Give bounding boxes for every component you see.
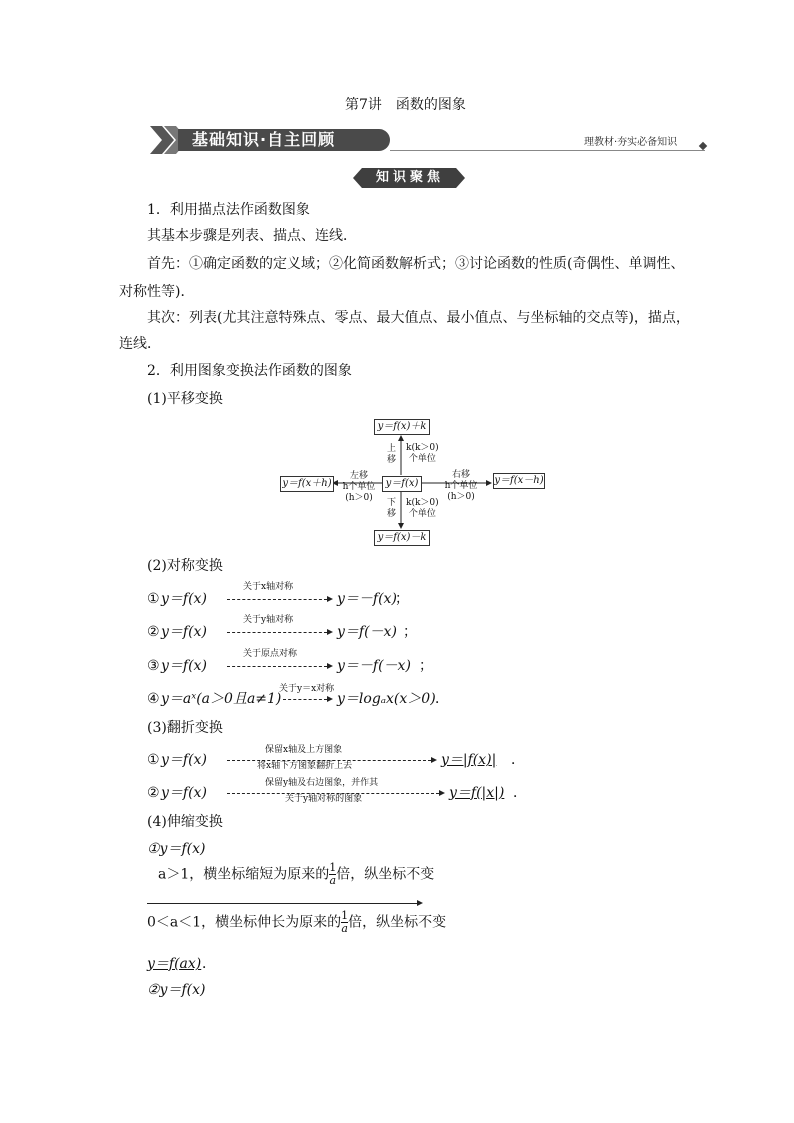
formula-rhs: y＝|f(x)| [441,752,497,768]
transform-label: 关于y轴对称 [243,615,294,625]
box-center: y＝f(x) [382,476,422,492]
formula-lhs: y＝f(x) [161,624,207,640]
formula-lhs: y＝f(x) [161,591,207,607]
arrow-head [327,596,333,602]
formula-rhs: y＝f(|x|) [449,785,505,801]
condition-text: 倍，纵坐标不变 [336,866,435,883]
section-2-heading: 2．利用图象变换法作函数的图象 [147,363,352,379]
paragraph: 首先：①确定函数的定义域；②化简函数解析式；③讨论函数的性质(奇偶性、单调性、 [147,256,685,272]
formula-lhs: y＝aˣ(a＞0且a≠1) [161,691,282,707]
section-1-heading: 1．利用描点法作函数图象 [147,202,310,218]
transform-label-top: 保留x轴及上方图象 [265,745,343,755]
line-end: ． [513,785,527,801]
item-number: ① [147,752,160,768]
item-number: ② [147,624,160,640]
transform-label-bottom: 将x轴下方图象翻折上去 [257,761,353,771]
line-end: ． [511,752,525,768]
fraction-denominator: a [329,874,337,887]
transform-label-top: 保留y轴及右边图象，并作其 [265,778,379,788]
box-left: y＝f(x＋h) [280,476,334,492]
paragraph: 其次：列表(尤其注意特殊点、零点、最大值点、最小值点、与坐标轴的交点等)，描点， [147,310,690,326]
formula-rhs: y＝－f(x) [337,591,397,607]
formula-lhs: y＝f(x) [161,658,207,674]
line-end: ． [435,691,449,707]
stretch-condition-2 [147,910,446,942]
line-end: ； [419,658,433,674]
down-condition: k(k＞0) 个单位 [406,498,439,519]
subsection-heading: (2)对称变换 [147,558,223,574]
paragraph: 其基本步骤是列表、描点、连线． [147,228,357,244]
formula-rhs: y＝f(－x) [337,624,397,640]
fraction-denominator: a [341,922,348,935]
sym-row-1 [147,582,647,610]
line-end: ； [403,624,417,640]
left-label: 左移 h个单位 (h＞0) [342,471,376,503]
box-right: y＝f(x－h) [493,473,545,489]
formula-lhs: y＝f(x) [161,752,207,768]
box-top: y＝f(x)＋k [374,419,430,435]
line-end: ． [202,956,216,972]
dashed-arrow [227,666,327,667]
banner-rule [390,150,705,151]
sym-row-4 [147,684,647,710]
transform-label: 关于x轴对称 [243,582,294,592]
box-bottom: y＝f(x)－k [374,530,430,546]
arrow-head [327,663,333,669]
item-number: ③ [147,658,160,674]
banner-main-label: 基础知识·自主回顾 [192,130,336,149]
arrow-head [327,629,333,635]
transform-label-bottom: 关于y轴对称的图象 [285,794,363,804]
item-number: ① [147,591,160,607]
line-end: ； [395,591,409,607]
formula-rhs: y＝logₐx(x＞0) [337,691,436,707]
subheader-label: 知识聚焦 [375,170,444,185]
arrow-head [439,790,445,796]
stretch-line-2: ②y＝f(x) [147,982,206,998]
up-label: 上 移 [387,444,397,465]
condition-text: a＞1，横坐标缩短为原来的 [158,866,330,883]
formula-lhs: y＝f(x) [161,785,207,801]
transform-label: 关于原点对称 [243,649,298,659]
item-number: ② [147,785,160,801]
sym-row-2 [147,615,647,643]
arrow-head [417,900,423,906]
paragraph: 连线． [119,336,161,352]
dashed-arrow [283,699,327,700]
condition-text: 0＜a＜1，横坐标伸长为原来的 [147,914,342,931]
sym-row-3 [147,649,647,677]
item-number: ④ [147,691,160,707]
banner-right-label: 理教材·夯实必备知识 [584,137,678,148]
arrow-head [431,757,437,763]
formula-rhs: y＝－f(－x) [337,658,411,674]
dashed-arrow [227,632,327,633]
translation-diagram [270,414,550,550]
fraction-numerator: 1 [341,909,349,922]
stretch-line-1: ①y＝f(x) [147,841,206,857]
condition-text: 倍，纵坐标不变 [348,914,447,931]
subsection-heading: (3)翻折变换 [147,720,223,736]
paragraph: 对称性等)． [119,284,195,300]
right-label: 右移 h个单位 (h＞0) [444,470,478,502]
subsection-heading: (4)伸缩变换 [147,814,223,830]
transform-label: 关于y＝x对称 [279,684,335,694]
page-title: 第7讲 函数的图象 [345,97,466,113]
down-label: 下 移 [387,498,397,519]
flip-row-1 [147,745,667,772]
section-banner [150,126,710,154]
arrow-head [327,696,333,702]
up-condition: k(k＞0) 个单位 [406,443,439,464]
long-arrow-line [147,903,417,904]
dashed-arrow [227,599,327,600]
stretch-condition-1 [158,862,434,894]
subsection-heading: (1)平移变换 [147,391,223,407]
stretch-result: y＝f(ax) [147,956,202,972]
fraction-numerator: 1 [329,861,337,874]
flip-row-2 [147,778,667,805]
diamond-icon [699,142,707,150]
